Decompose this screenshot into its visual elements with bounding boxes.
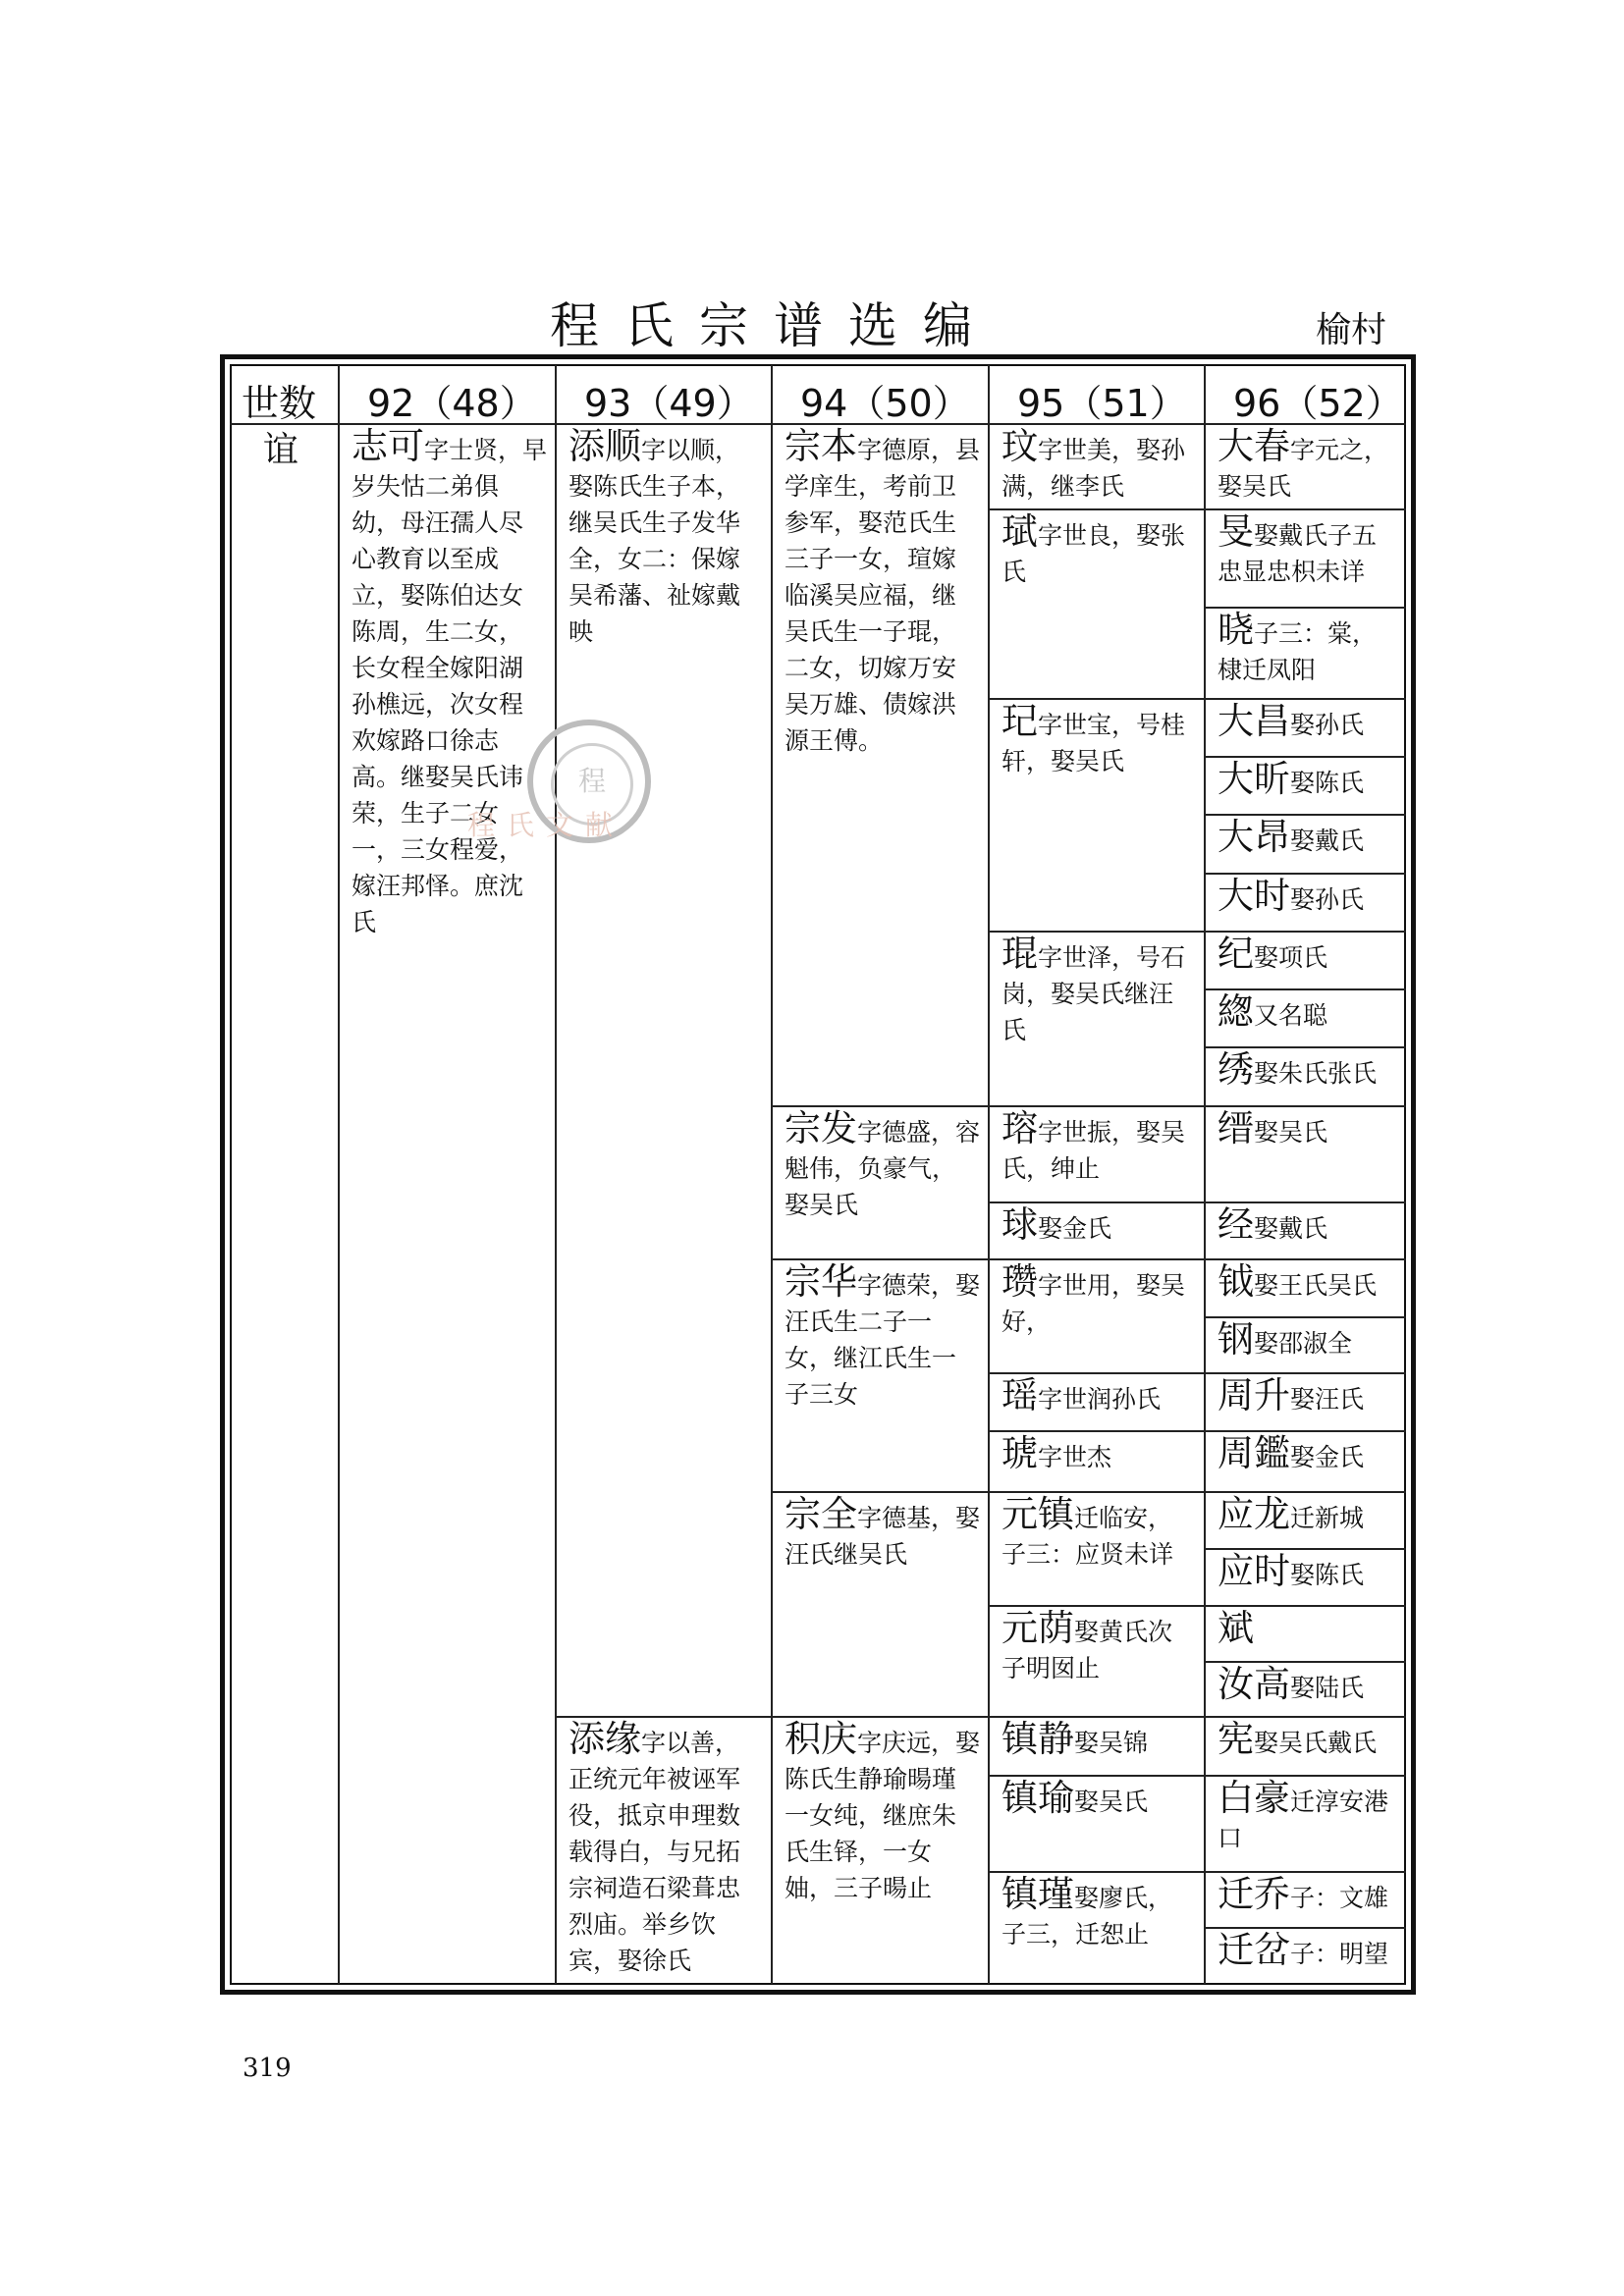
person-description: 字元之，娶吴氏 [1218, 436, 1389, 501]
person-entry [1218, 758, 1398, 801]
person-description: 娶黄氏次子明囡止 [1001, 1618, 1173, 1682]
column-divider [338, 365, 340, 1984]
page-number: 319 [243, 2054, 292, 2083]
person-name: 宗全 [785, 1493, 857, 1535]
person-entry [1218, 1607, 1398, 1650]
person-name: 周鑑 [1218, 1432, 1290, 1474]
person-name: 宗发 [785, 1107, 857, 1149]
village-label: 榆村 [1316, 310, 1387, 350]
branch-label: 谊 [263, 430, 299, 470]
person-name: 宗本 [785, 425, 857, 467]
person-entry [1218, 1374, 1398, 1417]
person-entry [1001, 1203, 1196, 1247]
person-name: 绣 [1218, 1048, 1254, 1091]
person-entry [1001, 1493, 1196, 1573]
person-description: 子三：棠，棣迁凤阳 [1218, 619, 1378, 684]
column-divider [555, 365, 557, 1984]
person-entry [785, 1260, 981, 1413]
person-entry [1001, 1777, 1196, 1820]
person-description: 字德原，县学庠生，考前卫参军，娶范氏生三子一女，瑄嫁临溪吴应福，继吴氏生一子琨，二女，切嫁万安吴万雄、债嫁洪源王傅。 [785, 436, 981, 755]
person-name: 元镇 [1001, 1493, 1074, 1535]
person-entry [568, 1718, 763, 1979]
person-description: 迁新城 [1290, 1504, 1365, 1532]
person-entry [1218, 1929, 1398, 1972]
person-name: 镇瑾 [1001, 1873, 1074, 1915]
person-entry [1218, 1663, 1398, 1706]
person-name: 纪 [1218, 933, 1254, 975]
column-header: 96（52） [1233, 382, 1403, 425]
person-entry [1001, 1718, 1196, 1761]
person-description: 子：文雄 [1290, 1884, 1389, 1912]
person-name: 大昂 [1218, 816, 1290, 858]
person-description: 子：明望 [1290, 1940, 1389, 1968]
person-name: 白豪 [1218, 1777, 1290, 1819]
person-name: 汝高 [1218, 1663, 1290, 1705]
person-entry [1218, 1107, 1398, 1150]
person-name: 旻 [1218, 510, 1254, 553]
person-name: 添顺 [568, 425, 641, 467]
person-description: 娶朱氏张氏 [1254, 1059, 1378, 1088]
person-name: 志可 [352, 425, 424, 467]
person-description: 字德荣，娶汪氏生二子一女，继江氏生一子三女 [785, 1271, 981, 1409]
person-description: 字庆远，娶陈氏生静瑜暘瑾一女纯，继庶朱氏生铎，一女妯，三子暘止 [785, 1729, 981, 1902]
person-entry [1001, 935, 1196, 1048]
person-description: 娶金氏 [1290, 1443, 1365, 1471]
column-header: 94（50） [800, 382, 970, 425]
person-description: 娶戴氏 [1254, 1214, 1328, 1243]
person-entry [1001, 1260, 1196, 1340]
person-name: 瑢 [1001, 1107, 1038, 1149]
person-entry [1218, 425, 1398, 505]
person-name: 斌 [1218, 1607, 1254, 1649]
person-entry [1218, 609, 1398, 688]
person-name: 应时 [1218, 1550, 1290, 1592]
person-description: 字以善，正统元年被诬军役，抵京申理数载得白，与兄拓宗祠造石梁葺忠烈庙。举乡饮宾，娶徐氏 [568, 1729, 741, 1975]
person-description: 字世用，娶吴好， [1001, 1271, 1186, 1336]
person-description: 字世美，娶孙满，继李氏 [1001, 436, 1186, 501]
person-name: 瓒 [1001, 1260, 1038, 1303]
person-name: 应龙 [1218, 1493, 1290, 1535]
person-name: 珷 [1001, 510, 1038, 553]
column-header: 92（48） [367, 382, 537, 425]
watermark-text: 程氏文献 [467, 809, 625, 841]
person-name: 宪 [1218, 1718, 1254, 1760]
person-description: 娶邵淑全 [1254, 1329, 1353, 1358]
person-entry [1001, 425, 1196, 505]
person-description: 娶项氏 [1254, 943, 1328, 972]
person-description: 娶戴氏 [1290, 827, 1365, 855]
person-name: 晓 [1218, 609, 1254, 651]
person-name: 镇瑜 [1001, 1777, 1074, 1819]
person-description: 字士贤，早岁失怙二弟俱幼，母汪孺人尽心教育以至成立，娶陈伯达女陈周，生二女，长女程全嫁阳湖孙樵远，次女程欢嫁路口徐志高。继娶吴氏讳荣，生子二女一，三女程爱，嫁汪邦怿。庶沈氏 [352, 436, 548, 936]
person-name: 积庆 [785, 1718, 857, 1760]
person-description: 娶孙氏 [1290, 885, 1365, 914]
person-entry [1218, 510, 1398, 590]
person-name: 玘 [1001, 700, 1038, 742]
person-entry [1001, 1374, 1196, 1417]
person-entry [568, 425, 763, 650]
person-entry [785, 1493, 981, 1573]
person-description: 字以顺，娶陈氏生子本，继吴氏生子发华全，女二：保嫁吴希藩、祉嫁戴映 [568, 436, 741, 646]
person-entry [1001, 1873, 1196, 1952]
person-entry [785, 425, 981, 759]
person-name: 周升 [1218, 1374, 1290, 1416]
person-name: 镇静 [1001, 1718, 1074, 1760]
person-description: 娶吴氏 [1074, 1788, 1149, 1816]
person-name: 添缘 [568, 1718, 641, 1760]
person-name: 元荫 [1001, 1607, 1074, 1649]
person-entry [1218, 1260, 1398, 1304]
person-entry [352, 425, 548, 940]
person-name: 钺 [1218, 1260, 1254, 1303]
person-name: 迁岔 [1218, 1929, 1290, 1971]
person-entry [1001, 700, 1196, 779]
person-description: 字世良，娶张氏 [1001, 521, 1186, 586]
column-header: 世数 [242, 382, 317, 425]
person-description: 娶廖氏，子三，迁恕止 [1001, 1884, 1173, 1949]
person-description: 字世宝，号桂轩，娶吴氏 [1001, 711, 1186, 775]
person-name: 大昕 [1218, 758, 1290, 800]
person-description: 娶王氏吴氏 [1254, 1271, 1378, 1300]
person-description: 娶戴氏子五忠显忠枳未详 [1218, 521, 1378, 586]
person-description: 字世振，娶吴氏，绅止 [1001, 1118, 1186, 1183]
person-entry [1218, 1432, 1398, 1475]
person-entry [1218, 990, 1398, 1034]
person-description: 娶陈氏 [1290, 769, 1365, 797]
person-entry [1218, 1550, 1398, 1593]
person-entry [1218, 1873, 1398, 1916]
person-entry [1001, 1607, 1196, 1686]
person-description: 娶吴氏戴氏 [1254, 1729, 1378, 1757]
person-name: 大时 [1218, 875, 1290, 917]
person-entry [1218, 1493, 1398, 1536]
person-description: 娶陆氏 [1290, 1674, 1365, 1702]
person-description: 字德基，娶汪氏继吴氏 [785, 1504, 981, 1569]
person-entry [1001, 1107, 1196, 1187]
person-description: 迁临安，子三：应贤未详 [1001, 1504, 1174, 1569]
watermark-seal: 程 [527, 720, 651, 843]
person-entry [1218, 1048, 1398, 1092]
person-description: 又名聪 [1254, 1001, 1328, 1030]
person-description: 字世润孙氏 [1038, 1385, 1162, 1414]
column-divider [988, 365, 990, 1984]
person-entry [1218, 875, 1398, 918]
person-name: 迁乔 [1218, 1873, 1290, 1915]
person-entry [1218, 1777, 1398, 1856]
person-name: 大昌 [1218, 700, 1290, 742]
person-name: 球 [1001, 1203, 1038, 1246]
person-description: 娶吴锦 [1074, 1729, 1149, 1757]
person-name: 琨 [1001, 933, 1038, 975]
person-entry [1218, 1318, 1398, 1362]
column-header: 93（49） [584, 382, 754, 425]
person-entry [785, 1107, 981, 1223]
person-description: 字德盛，容魁伟，负豪气，娶吴氏 [785, 1118, 981, 1219]
person-entry [1001, 1432, 1196, 1475]
column-header: 95（51） [1017, 382, 1187, 425]
person-entry [1218, 1718, 1398, 1761]
column-divider [771, 365, 773, 1984]
person-name: 钢 [1218, 1318, 1254, 1361]
person-description: 娶汪氏 [1290, 1385, 1365, 1414]
person-description: 娶金氏 [1038, 1214, 1112, 1243]
person-name: 宗华 [785, 1260, 857, 1303]
person-entry [1218, 1203, 1398, 1247]
person-entry [1001, 510, 1196, 590]
person-name: 瑶 [1001, 1374, 1038, 1416]
person-name: 缙 [1218, 1107, 1254, 1149]
person-name: 大春 [1218, 425, 1290, 467]
person-description: 娶吴氏 [1254, 1118, 1328, 1147]
person-description: 字世泽，号石岗，娶吴氏继汪氏 [1001, 943, 1186, 1044]
person-name: 緫 [1218, 990, 1254, 1033]
person-description: 字世杰 [1038, 1443, 1112, 1471]
person-entry [1218, 816, 1398, 859]
person-description: 娶陈氏 [1290, 1561, 1365, 1589]
person-name: 经 [1218, 1203, 1254, 1246]
person-description: 娶孙氏 [1290, 711, 1365, 739]
person-entry [785, 1718, 981, 1906]
person-name: 玟 [1001, 425, 1038, 467]
person-entry [1218, 935, 1398, 976]
person-name: 琥 [1001, 1432, 1038, 1474]
person-entry [1218, 700, 1398, 743]
person-description: 迁淳安港口 [1218, 1788, 1389, 1852]
page-title: 程氏宗谱选编 [550, 297, 998, 354]
